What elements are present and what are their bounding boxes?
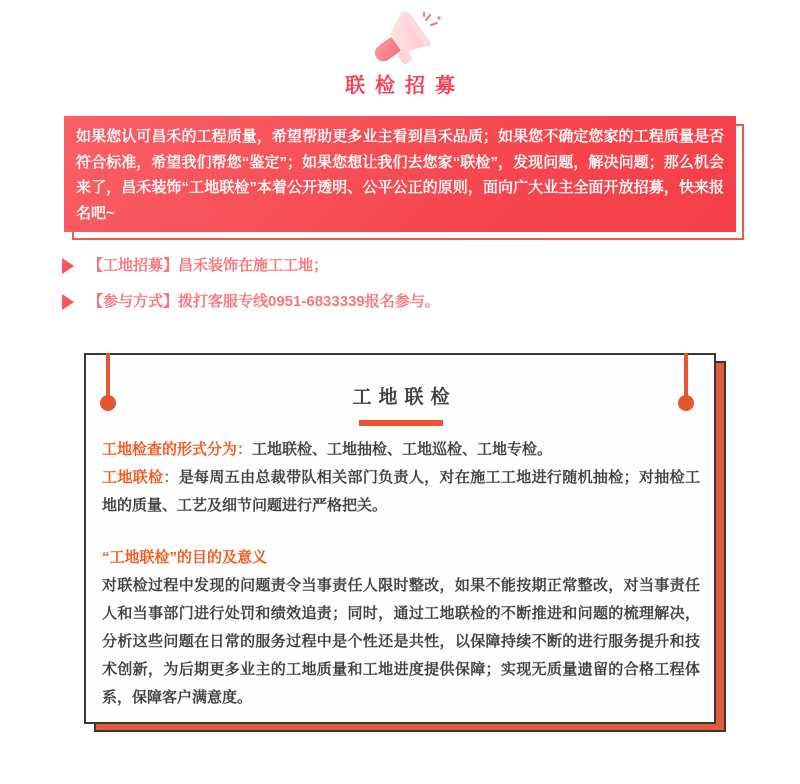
purpose-paragraph: 对联检过程中发现的问题责令当事责任人限时整改，如果不能按期正常整改，对当事责任人和当事部门进行处罚和绩效追责；同时，通过工地联检的不断推进和问题的梳理解决，分析这些问题在日常的服务过程中是个性还是共性，以保障持续不断的进行服务提升和技术创新，为后期更多业主的工地质量和工地进度提供保障；实现无质量遗留的合格工程体系，保障客户满意度。 [102,577,700,706]
title-underline [359,420,443,426]
bullet-item-participation [62,292,800,312]
card-body [102,436,700,712]
bullet-item-site-recruit [62,256,800,276]
card-title: 工地联检 [352,387,457,408]
paragraph-text: 是每周五由总裁带队相关部门负责人，对在施工工地进行随机抽检；对抽检工地的质量、工艺及细节问题进行严格把关。 [102,469,700,514]
joint-inspection-card [84,353,716,724]
purpose-heading: “工地联检”的目的及意义 [102,549,268,566]
bullet-list [62,256,800,312]
hanging-line-left [106,353,110,397]
arrow-right-icon [62,294,74,310]
card-section [0,353,800,724]
banner-text: 如果您认可昌禾的工程质量，希望帮助更多业主看到昌禾品质；如果您不确定您家的工程质量是否符合标准，希望我们帮您“鉴定”；如果您想让我们去您家“联检”，发现问题，解决问题；那么机会来了，昌禾装饰“工地联检”本着公开透明、公平公正的原则，面向广大业主全面开放招募，快来报名吧~ [64,116,736,232]
hanging-line-right [684,353,688,397]
bullet-label: 【参与方式】拨打客服专线0951-6833339报名参与。 [88,293,440,310]
megaphone-icon [0,12,800,66]
bullet-label: 【工地招募】昌禾装饰在施工工地； [88,257,329,274]
pin-dot-left [100,395,116,411]
accent-label: 工地检查的形式分为： [102,441,253,458]
joint-inspection-paragraph [102,464,700,520]
inspection-forms-paragraph [102,436,700,464]
accent-label: 工地联检： [102,469,179,486]
page-title: 联检招募 [345,75,465,97]
arrow-right-icon [62,258,74,274]
header [0,0,800,98]
card-wrap [84,353,716,724]
pin-dot-right [678,395,694,411]
paragraph-text: 工地联检、工地抽检、工地巡检、工地专检。 [252,441,553,458]
recruit-banner [64,116,736,232]
